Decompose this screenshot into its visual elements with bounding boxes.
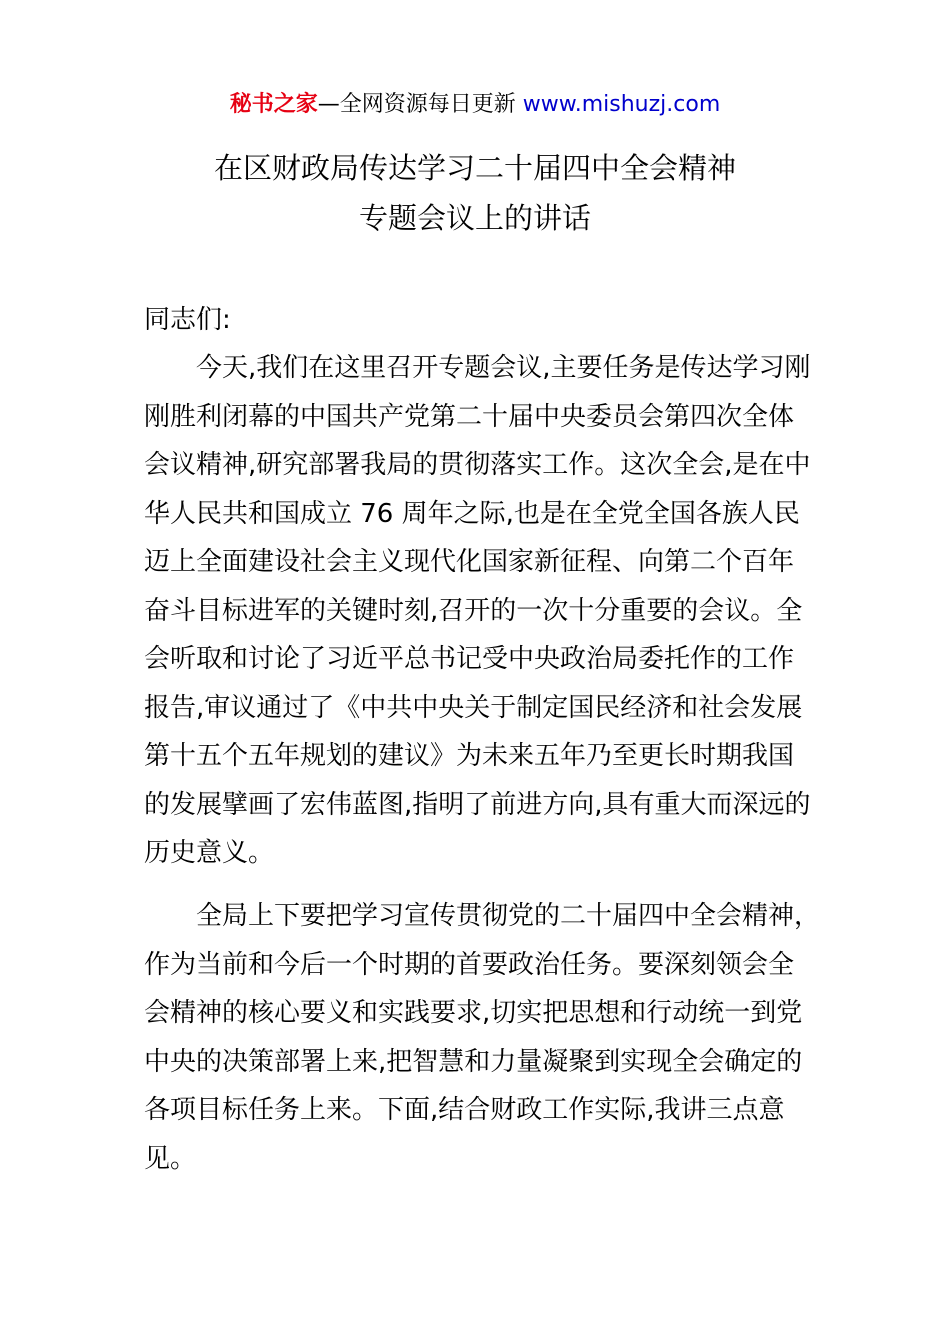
paragraph-line: 会听取和讨论了习近平总书记受中央政治局委托作的工作 [144, 644, 795, 674]
site-header [0, 88, 950, 122]
paragraph-line: 作为当前和今后一个时期的首要政治任务。要深刻领会全 [144, 949, 795, 980]
paragraph-1 [144, 344, 811, 878]
document-title-line-1: 在区财政局传达学习二十届四中全会精神 [213, 151, 736, 185]
paragraph-line: 迈上全面建设社会主义现代化国家新征程、向第二个百年 [144, 547, 795, 577]
brand-name: 秘书之家 [229, 92, 318, 117]
header-tagline: —全网资源每日更新 [317, 92, 516, 117]
paragraph-2 [144, 892, 821, 1183]
paragraph-line: 会议精神,研究部署我局的贯彻落实工作。这次全会,是在中 [144, 450, 811, 480]
paragraph-line: 报告,审议通过了《中共中央关于制定国民经济和社会发展 [144, 692, 803, 723]
paragraph-line: 奋斗目标进军的关键时刻,召开的一次十分重要的会议。全 [144, 595, 803, 626]
paragraph-line: 历史意义。 [144, 838, 275, 868]
paragraph-line: 华人民共和国成立 76 周年之际,也是在全党全国各族人民 [144, 498, 800, 529]
site-url-link[interactable]: www.mishuzj.com [522, 92, 721, 117]
salutation: 同志们: [144, 305, 231, 335]
paragraph-line: 见。 [144, 1143, 197, 1174]
paragraph-line: 中央的决策部署上来,把智慧和力量凝聚到实现全会确定的 [144, 1046, 803, 1077]
paragraph-line: 各项目标任务上来。下面,结合财政工作实际,我讲三点意 [144, 1095, 785, 1125]
paragraph-line: 第十五个五年规划的建议》为未来五年乃至更长时期我国 [144, 741, 795, 771]
paragraph-line: 的发展擘画了宏伟蓝图,指明了前进方向,具有重大而深远的 [144, 789, 811, 820]
paragraph-line: 全局上下要把学习宣传贯彻党的二十届四中全会精神， [196, 901, 821, 931]
paragraph-line: 刚胜利闭幕的中国共产党第二十届中央委员会第四次全体 [144, 401, 795, 432]
document-title-line-2: 专题会议上的讲话 [358, 201, 591, 235]
paragraph-line: 今天,我们在这里召开专题会议,主要任务是传达学习刚 [196, 353, 811, 383]
paragraph-line: 会精神的核心要义和实践要求,切实把思想和行动统一到党 [144, 998, 803, 1028]
